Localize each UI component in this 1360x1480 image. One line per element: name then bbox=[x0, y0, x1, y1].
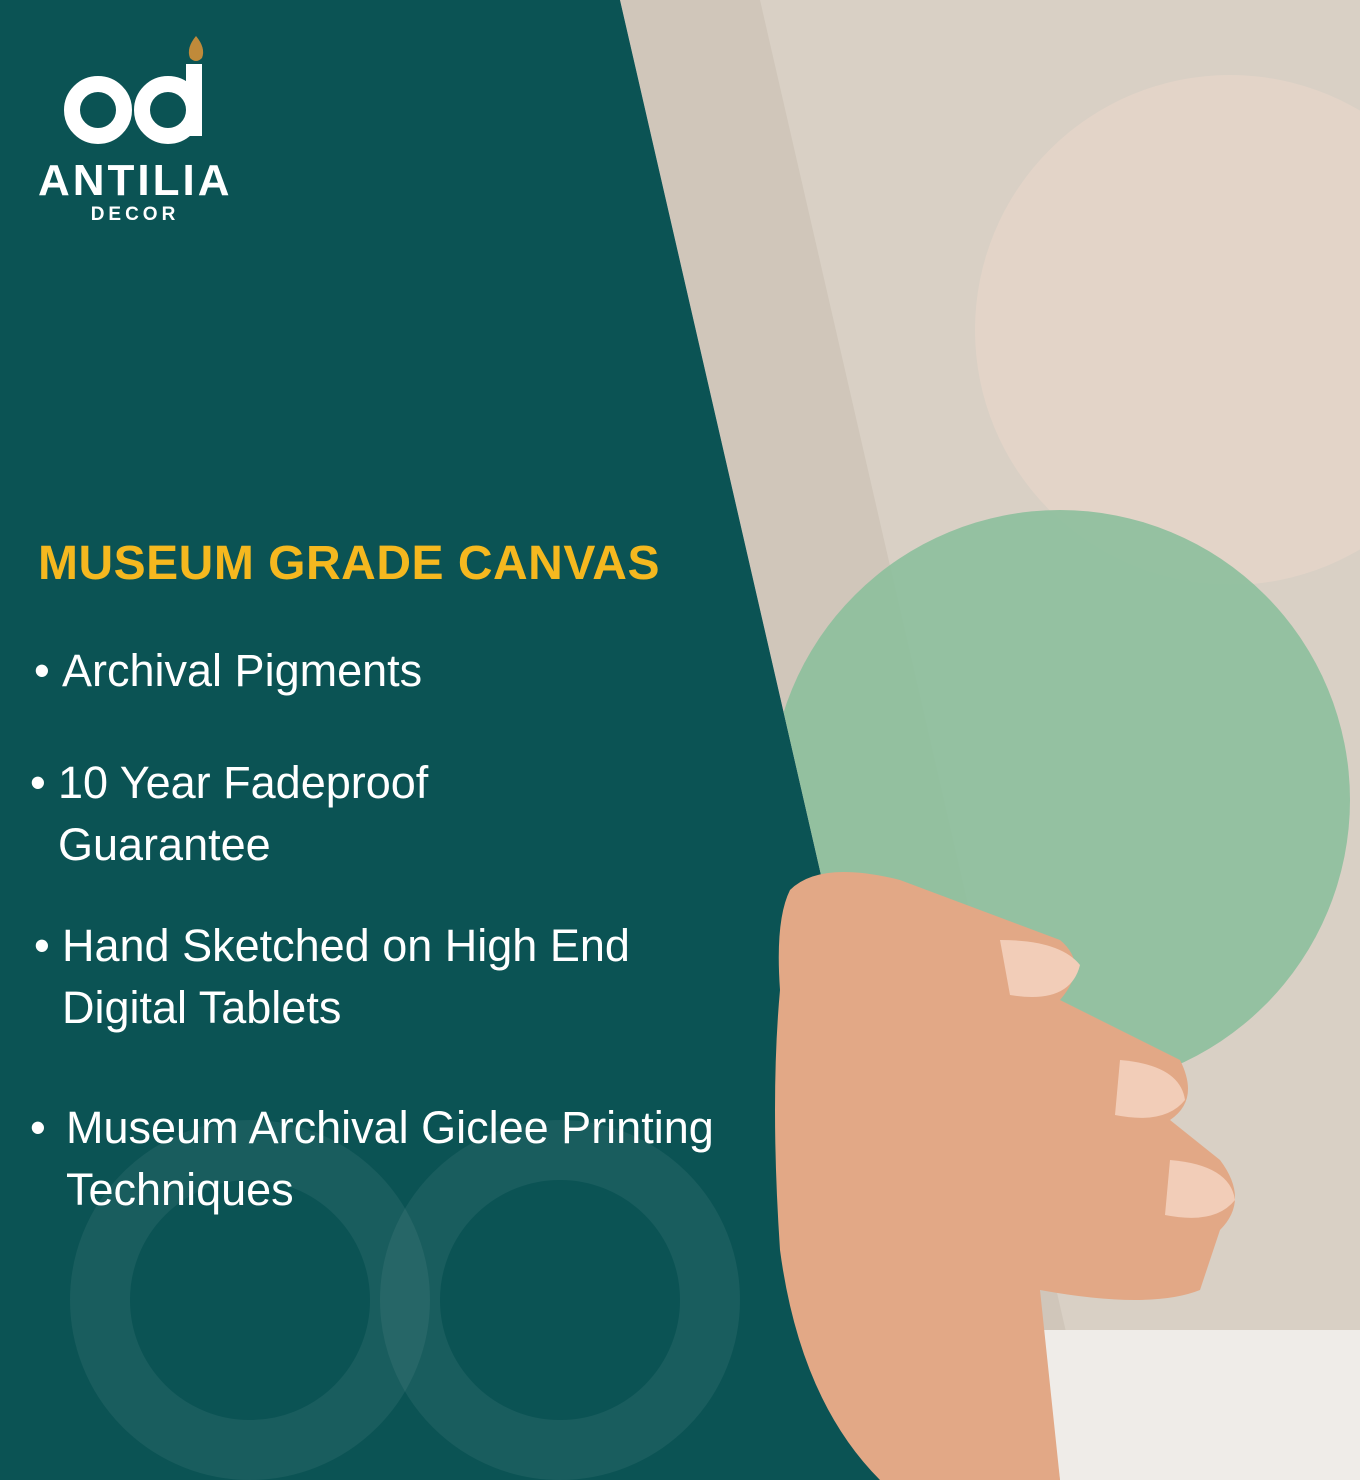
bullet-icon: • bbox=[34, 920, 50, 971]
bullet-icon: • bbox=[30, 1102, 46, 1153]
bullet-item: • Archival Pigments bbox=[34, 640, 594, 702]
bullet-icon: • bbox=[34, 645, 50, 696]
bullet-item: • Museum Archival Giclee Printing Techniques bbox=[30, 1097, 730, 1221]
bullet-icon: • bbox=[30, 757, 46, 808]
brand-name: ANTILIA bbox=[38, 156, 233, 205]
bullet-item: • 10 Year Fadeproof Guarantee bbox=[30, 752, 510, 876]
bullet-item: • Hand Sketched on High End Digital Tablets bbox=[34, 915, 654, 1039]
heading: MUSEUM GRADE CANVAS bbox=[38, 537, 660, 590]
brand-subtitle: DECOR bbox=[90, 204, 180, 225]
